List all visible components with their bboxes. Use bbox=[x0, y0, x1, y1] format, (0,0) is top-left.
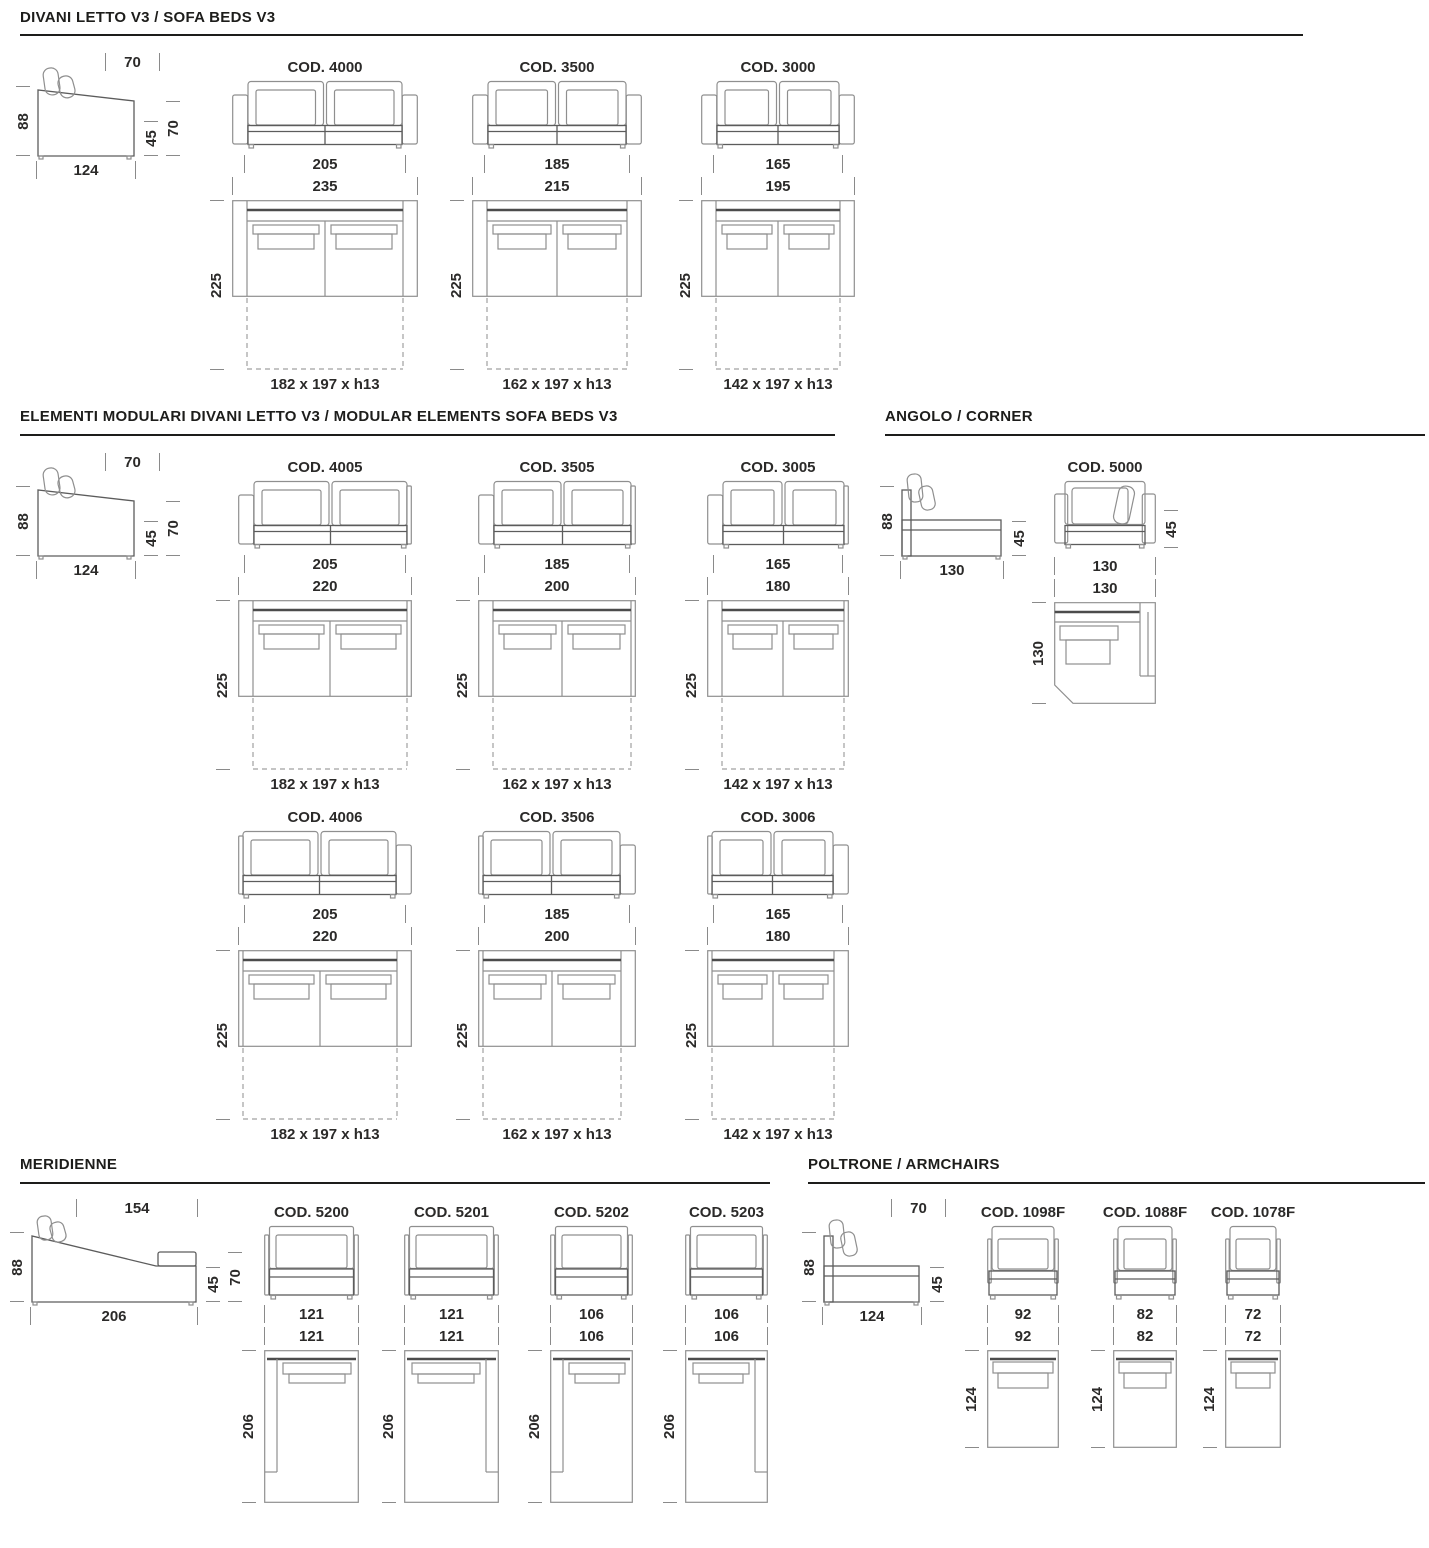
dimension-value: 45 bbox=[142, 130, 160, 147]
dimension-value: 88 bbox=[8, 1258, 26, 1276]
dimension-horizontal bbox=[701, 176, 855, 196]
dimension-horizontal bbox=[685, 1326, 768, 1346]
dimension-horizontal bbox=[36, 160, 136, 180]
sofa-front-drawing bbox=[478, 830, 636, 900]
dimension-horizontal bbox=[105, 452, 160, 472]
dimension-vertical bbox=[452, 600, 474, 770]
section-title-armchairs: POLTRONE / ARMCHAIRS bbox=[808, 1156, 1000, 1173]
meridienne-top-drawing bbox=[404, 1350, 499, 1503]
dimension-vertical bbox=[140, 121, 162, 156]
sofa-bed-top-drawing bbox=[472, 200, 642, 370]
dimension-value: 206 bbox=[526, 1413, 544, 1440]
dimension-horizontal bbox=[478, 576, 636, 596]
dimension-horizontal bbox=[404, 1304, 499, 1324]
dimension-value: 88 bbox=[878, 512, 896, 530]
dimension-value: 206 bbox=[101, 1307, 127, 1325]
dimension-value: 92 bbox=[1014, 1305, 1032, 1323]
sofa-bed-top-drawing bbox=[238, 950, 412, 1120]
dimension-value: 72 bbox=[1244, 1327, 1262, 1345]
dimension-value: 106 bbox=[713, 1327, 740, 1345]
sofa-bed-top-drawing bbox=[478, 600, 636, 770]
dimension-horizontal bbox=[1225, 1326, 1281, 1346]
dimension-value: 235 bbox=[312, 177, 338, 195]
section-rule bbox=[808, 1182, 1425, 1184]
bed-size-label: 162 x 197 x h13 bbox=[502, 1126, 612, 1143]
corner-top-drawing bbox=[1054, 602, 1156, 704]
sofa-front-drawing bbox=[472, 80, 642, 150]
dimension-vertical bbox=[6, 1232, 28, 1302]
dimension-vertical bbox=[446, 200, 468, 370]
dimension-value: 180 bbox=[765, 927, 791, 945]
dimension-vertical bbox=[1199, 1350, 1221, 1448]
dimension-horizontal bbox=[550, 1304, 633, 1324]
dimension-horizontal bbox=[1225, 1304, 1281, 1324]
armchair-front-drawing bbox=[1225, 1225, 1281, 1300]
dimension-value: 206 bbox=[240, 1413, 258, 1440]
bed-size-label: 182 x 197 x h13 bbox=[270, 1126, 380, 1143]
dimension-vertical bbox=[162, 501, 184, 556]
module-card bbox=[677, 58, 855, 393]
module-card bbox=[1030, 458, 1180, 704]
dimension-horizontal bbox=[713, 904, 843, 924]
module-card bbox=[1201, 1203, 1296, 1448]
dimension-value: 121 bbox=[438, 1305, 465, 1323]
dimension-value: 180 bbox=[765, 577, 791, 595]
corner-front-drawing bbox=[1054, 480, 1156, 552]
dimension-value: 200 bbox=[544, 927, 570, 945]
dimension-vertical bbox=[202, 1267, 224, 1302]
dimension-value: 45 bbox=[204, 1276, 222, 1293]
dimension-vertical bbox=[206, 200, 228, 370]
dimension-value: 106 bbox=[578, 1327, 605, 1345]
dimension-vertical bbox=[140, 521, 162, 556]
dimension-horizontal bbox=[238, 576, 412, 596]
dimension-value: 88 bbox=[800, 1258, 818, 1276]
bed-size-label: 162 x 197 x h13 bbox=[502, 776, 612, 793]
sofa-front-drawing bbox=[238, 480, 412, 550]
dimension-value: 206 bbox=[661, 1413, 679, 1440]
dimension-horizontal bbox=[244, 154, 406, 174]
dimension-value: 70 bbox=[124, 53, 141, 71]
dimension-horizontal bbox=[264, 1326, 359, 1346]
dimension-vertical bbox=[162, 101, 184, 156]
meridienne-side-drawing bbox=[30, 1210, 198, 1310]
section-title-corner: ANGOLO / CORNER bbox=[885, 408, 1033, 425]
dimension-horizontal bbox=[707, 576, 849, 596]
dimension-value: 225 bbox=[683, 672, 701, 698]
dimension-vertical bbox=[1087, 1350, 1109, 1448]
dimension-horizontal bbox=[484, 554, 630, 574]
module-code: COD. 3506 bbox=[519, 809, 595, 826]
dimension-horizontal bbox=[707, 926, 849, 946]
module-card bbox=[683, 458, 849, 793]
dimension-horizontal bbox=[30, 1306, 198, 1326]
module-card bbox=[661, 1203, 768, 1503]
module-code: COD. 4000 bbox=[287, 59, 363, 76]
module-code: COD. 1098F bbox=[980, 1204, 1066, 1221]
dimension-value: 121 bbox=[298, 1327, 325, 1345]
sofa-side-drawing bbox=[36, 64, 136, 164]
armchair-top-drawing bbox=[1113, 1350, 1177, 1448]
dimension-horizontal bbox=[822, 1306, 922, 1326]
dimension-value: 70 bbox=[226, 1268, 244, 1286]
dimension-vertical bbox=[1160, 510, 1182, 548]
dimension-value: 72 bbox=[1244, 1305, 1262, 1323]
module-code: COD. 3006 bbox=[740, 809, 816, 826]
dimension-value: 88 bbox=[14, 112, 32, 130]
dimension-horizontal bbox=[1054, 578, 1156, 598]
sofa-front-drawing bbox=[232, 80, 418, 150]
dimension-value: 165 bbox=[765, 905, 791, 923]
dimension-value: 185 bbox=[544, 555, 570, 573]
dimension-value: 124 bbox=[963, 1386, 981, 1412]
dimension-horizontal bbox=[244, 904, 406, 924]
dimension-horizontal bbox=[36, 560, 136, 580]
dimension-value: 225 bbox=[214, 672, 232, 698]
module-card bbox=[963, 1203, 1066, 1448]
dimension-horizontal bbox=[1113, 1304, 1177, 1324]
dimension-horizontal bbox=[1113, 1326, 1177, 1346]
module-card bbox=[683, 808, 849, 1143]
dimension-value: 154 bbox=[124, 1199, 150, 1217]
dimension-value: 225 bbox=[454, 1022, 472, 1048]
module-code: COD. 5000 bbox=[1067, 459, 1143, 476]
sofa-front-drawing bbox=[701, 80, 855, 150]
dimension-vertical bbox=[1028, 602, 1050, 704]
dimension-vertical bbox=[212, 950, 234, 1120]
seat-side-drawing bbox=[900, 464, 1004, 564]
sofa-bed-top-drawing bbox=[232, 200, 418, 370]
sofa-front-drawing bbox=[478, 480, 636, 550]
dimension-value: 220 bbox=[312, 927, 338, 945]
dimension-horizontal bbox=[550, 1326, 633, 1346]
dimension-value: 225 bbox=[448, 272, 466, 298]
module-card bbox=[454, 808, 636, 1143]
dimension-horizontal bbox=[484, 904, 630, 924]
dimension-value: 124 bbox=[73, 561, 99, 579]
dimension-value: 130 bbox=[1092, 579, 1118, 597]
dimension-value: 124 bbox=[73, 161, 99, 179]
module-code: COD. 4005 bbox=[287, 459, 363, 476]
dimension-horizontal bbox=[238, 926, 412, 946]
dimension-value: 124 bbox=[1089, 1386, 1107, 1412]
armchair-top-drawing bbox=[987, 1350, 1059, 1448]
module-card bbox=[526, 1203, 633, 1503]
module-card bbox=[1089, 1203, 1188, 1448]
dimension-horizontal bbox=[232, 176, 418, 196]
module-card bbox=[214, 458, 412, 793]
dimension-value: 106 bbox=[578, 1305, 605, 1323]
module-card bbox=[240, 1203, 359, 1503]
dimension-vertical bbox=[452, 950, 474, 1120]
dimension-value: 215 bbox=[544, 177, 570, 195]
dimension-value: 124 bbox=[859, 1307, 885, 1325]
module-code: COD. 1088F bbox=[1102, 1204, 1188, 1221]
sofa-bed-top-drawing bbox=[238, 600, 412, 770]
dimension-vertical bbox=[378, 1350, 400, 1503]
dimension-value: 82 bbox=[1136, 1327, 1154, 1345]
dimension-vertical bbox=[1008, 521, 1030, 556]
dimension-value: 205 bbox=[312, 155, 338, 173]
section-rule bbox=[20, 34, 1303, 36]
dimension-value: 70 bbox=[164, 120, 182, 137]
section-title-sofa-beds: DIVANI LETTO V3 / SOFA BEDS V3 bbox=[20, 9, 276, 26]
bed-size-label: 182 x 197 x h13 bbox=[270, 376, 380, 393]
seat-side-drawing bbox=[822, 1210, 922, 1310]
armchair-front-drawing bbox=[1113, 1225, 1177, 1300]
bed-size-label: 142 x 197 x h13 bbox=[723, 1126, 833, 1143]
module-code: COD. 5203 bbox=[688, 1204, 765, 1221]
sofa-bed-top-drawing bbox=[701, 200, 855, 370]
dimension-value: 121 bbox=[438, 1327, 465, 1345]
dimension-vertical bbox=[524, 1350, 546, 1503]
dimension-value: 70 bbox=[124, 453, 141, 471]
module-code: COD. 4006 bbox=[287, 809, 363, 826]
dimension-value: 165 bbox=[765, 555, 791, 573]
meridienne-top-drawing bbox=[685, 1350, 768, 1503]
dimension-value: 130 bbox=[1030, 640, 1048, 666]
dimension-value: 130 bbox=[939, 561, 965, 579]
dimension-vertical bbox=[798, 1232, 820, 1302]
dimension-value: 225 bbox=[683, 1022, 701, 1048]
dimension-horizontal bbox=[404, 1326, 499, 1346]
dimension-horizontal bbox=[713, 154, 843, 174]
dimension-horizontal bbox=[1054, 556, 1156, 576]
dimension-horizontal bbox=[987, 1326, 1059, 1346]
dimension-vertical bbox=[961, 1350, 983, 1448]
module-card bbox=[214, 808, 412, 1143]
sofa-side-drawing bbox=[36, 464, 136, 564]
dimension-value: 185 bbox=[544, 905, 570, 923]
dimension-horizontal bbox=[713, 554, 843, 574]
dimension-value: 225 bbox=[677, 272, 695, 298]
module-code: COD. 3505 bbox=[519, 459, 595, 476]
dimension-horizontal bbox=[900, 560, 1004, 580]
dimension-vertical bbox=[675, 200, 697, 370]
dimension-vertical bbox=[12, 86, 34, 156]
dimension-value: 45 bbox=[1162, 520, 1180, 538]
dimension-vertical bbox=[224, 1252, 246, 1302]
module-code: COD. 3500 bbox=[519, 59, 595, 76]
dimension-value: 106 bbox=[713, 1305, 740, 1323]
dimension-value: 165 bbox=[765, 155, 791, 173]
dimension-value: 185 bbox=[544, 155, 570, 173]
dimension-horizontal bbox=[264, 1304, 359, 1324]
dimension-vertical bbox=[659, 1350, 681, 1503]
dimension-value: 92 bbox=[1014, 1327, 1032, 1345]
armchair-top-drawing bbox=[1225, 1350, 1281, 1448]
dimension-value: 45 bbox=[142, 530, 160, 547]
dimension-horizontal bbox=[472, 176, 642, 196]
dimension-value: 200 bbox=[544, 577, 570, 595]
sofa-bed-top-drawing bbox=[707, 950, 849, 1120]
module-code: COD. 1078F bbox=[1210, 1204, 1296, 1221]
dimension-value: 225 bbox=[454, 672, 472, 698]
bed-size-label: 142 x 197 x h13 bbox=[723, 776, 833, 793]
bed-size-label: 162 x 197 x h13 bbox=[502, 376, 612, 393]
meridienne-top-drawing bbox=[550, 1350, 633, 1503]
dimension-vertical bbox=[238, 1350, 260, 1503]
module-card bbox=[454, 458, 636, 793]
sofa-front-drawing bbox=[238, 830, 412, 900]
section-rule bbox=[885, 434, 1425, 436]
dimension-value: 45 bbox=[1010, 530, 1028, 547]
dimension-horizontal bbox=[891, 1198, 946, 1218]
module-code: COD. 5202 bbox=[553, 1204, 630, 1221]
dimension-horizontal bbox=[987, 1304, 1059, 1324]
meridienne-top-drawing bbox=[264, 1350, 359, 1503]
dimension-value: 225 bbox=[214, 1022, 232, 1048]
dimension-value: 130 bbox=[1092, 557, 1118, 575]
module-card bbox=[448, 58, 642, 393]
dimension-horizontal bbox=[685, 1304, 768, 1324]
bed-size-label: 142 x 197 x h13 bbox=[723, 376, 833, 393]
dimension-value: 220 bbox=[312, 577, 338, 595]
dimension-value: 88 bbox=[14, 512, 32, 530]
sofa-front-drawing bbox=[707, 830, 849, 900]
dimension-horizontal bbox=[105, 52, 160, 72]
dimension-value: 205 bbox=[312, 555, 338, 573]
dimension-value: 206 bbox=[380, 1413, 398, 1440]
meridienne-front-drawing bbox=[550, 1225, 633, 1300]
module-card bbox=[380, 1203, 499, 1503]
sofa-front-drawing bbox=[707, 480, 849, 550]
dimension-vertical bbox=[12, 486, 34, 556]
dimension-value: 45 bbox=[928, 1276, 946, 1293]
module-code: COD. 3000 bbox=[740, 59, 816, 76]
dimension-vertical bbox=[681, 600, 703, 770]
dimension-value: 82 bbox=[1136, 1305, 1154, 1323]
module-card bbox=[208, 58, 418, 393]
sofa-bed-top-drawing bbox=[478, 950, 636, 1120]
dimension-value: 205 bbox=[312, 905, 338, 923]
meridienne-front-drawing bbox=[264, 1225, 359, 1300]
dimension-vertical bbox=[212, 600, 234, 770]
dimension-horizontal bbox=[244, 554, 406, 574]
dimension-value: 124 bbox=[1201, 1386, 1219, 1412]
dimension-horizontal bbox=[484, 154, 630, 174]
dimension-horizontal bbox=[76, 1198, 198, 1218]
section-title-meridienne: MERIDIENNE bbox=[20, 1156, 118, 1173]
dimension-horizontal bbox=[478, 926, 636, 946]
section-rule bbox=[20, 1182, 770, 1184]
dimension-vertical bbox=[926, 1267, 948, 1302]
dimension-vertical bbox=[681, 950, 703, 1120]
module-code: COD. 3005 bbox=[740, 459, 816, 476]
bed-size-label: 182 x 197 x h13 bbox=[270, 776, 380, 793]
section-title-modular-elements: ELEMENTI MODULARI DIVANI LETTO V3 / MODULAR ELEMENTS SOFA BEDS V3 bbox=[20, 408, 618, 425]
sofa-bed-top-drawing bbox=[707, 600, 849, 770]
dimension-value: 121 bbox=[298, 1305, 325, 1323]
module-code: COD. 5201 bbox=[413, 1204, 490, 1221]
dimension-value: 70 bbox=[910, 1199, 927, 1217]
section-rule bbox=[20, 434, 835, 436]
module-code: COD. 5200 bbox=[273, 1204, 350, 1221]
meridienne-front-drawing bbox=[685, 1225, 768, 1300]
dimension-value: 70 bbox=[164, 520, 182, 537]
dimension-vertical bbox=[876, 486, 898, 556]
meridienne-front-drawing bbox=[404, 1225, 499, 1300]
dimension-value: 225 bbox=[208, 272, 226, 298]
armchair-front-drawing bbox=[987, 1225, 1059, 1300]
dimension-value: 195 bbox=[765, 177, 791, 195]
